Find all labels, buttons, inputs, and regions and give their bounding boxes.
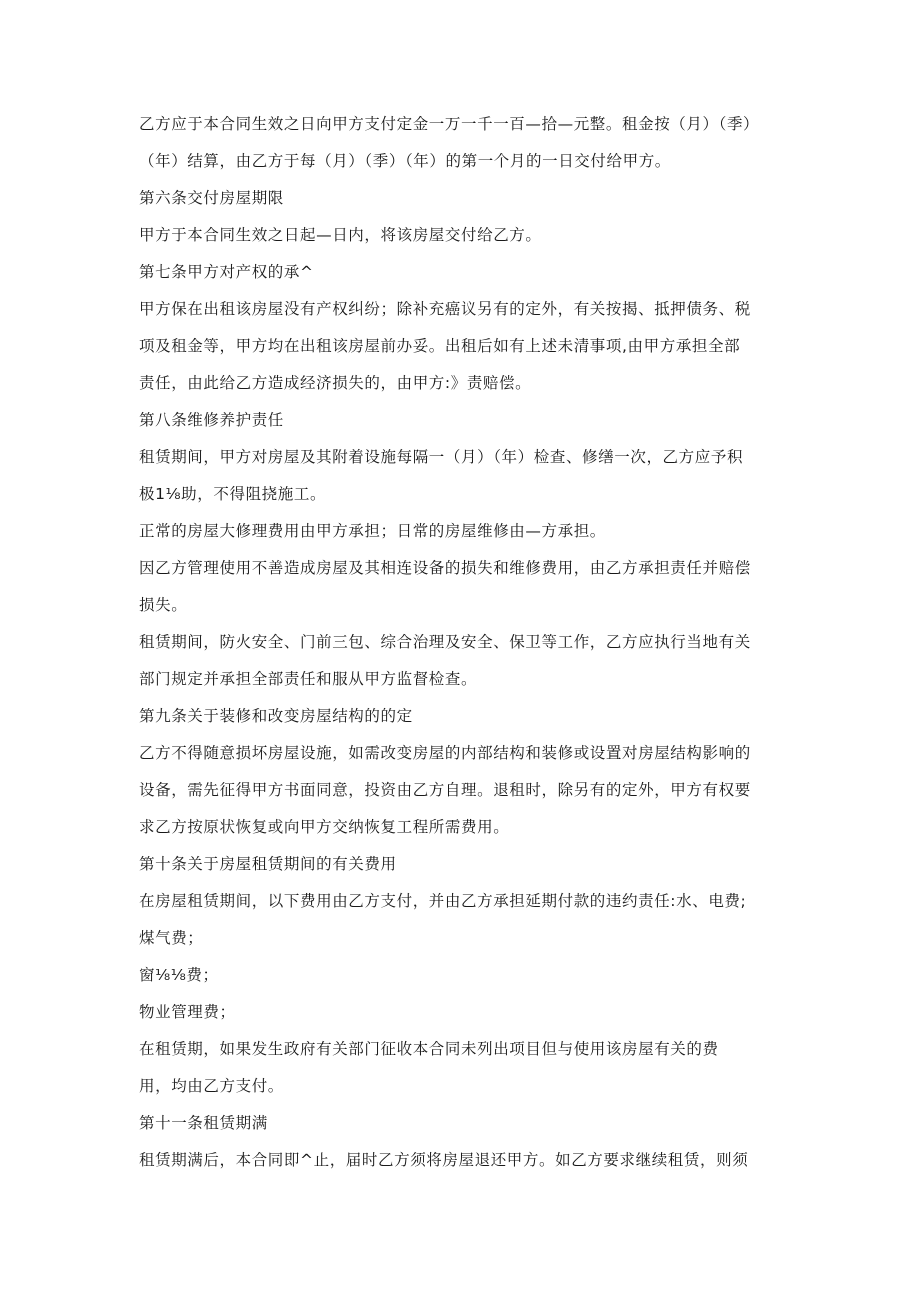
text-line: 极1⅛助，不得阻挠施工。	[139, 485, 327, 503]
section-heading: 第七条甲方对产权的承^	[139, 263, 314, 281]
text-line: 租赁期满后，本合同即^止，届时乙方须将房屋退还甲方。如乙方要求继续租赁，则须	[139, 1151, 749, 1169]
text-line: 项及租金等，甲方均在出租该房屋前办妥。出租后如有上述未清事项,由甲方承担全部	[139, 337, 741, 355]
text-line: 煤气费；	[139, 929, 204, 947]
text-line: 租赁期间，防火安全、门前三包、综合治理及安全、保卫等工作，乙方应执行当地有关	[139, 633, 751, 651]
text-line: 物业管理费；	[139, 1003, 236, 1021]
text-line: 乙方应于本合同生效之日向甲方支付定金一万一千一百—拾—元整。租金按（月）（季）	[139, 115, 760, 133]
text-line: 租赁期间，甲方对房屋及其附着设施每隔一（月）（年）检查、修缮一次，乙方应予积	[139, 448, 744, 466]
section-heading: 第八条维修养护责任	[139, 411, 284, 429]
text-line: 用，均由乙方支付。	[139, 1077, 284, 1095]
text-line: 窗⅛⅛费；	[139, 966, 219, 984]
text-line: 责任，由此给乙方造成经济损失的，由甲方:》责赔偿。	[139, 374, 532, 392]
text-line: 正常的房屋大修理费用由甲方承担；日常的房屋维修由—方承担。	[139, 522, 606, 540]
section-heading: 第六条交付房屋期限	[139, 189, 284, 207]
text-line: （年）结算，由乙方于每（月）（季）（年）的第一个月的一日交付给甲方。	[139, 152, 671, 170]
section-heading: 第十一条租赁期满	[139, 1114, 268, 1132]
text-line: 因乙方管理使用不善造成房屋及其相连设备的损失和维修费用，由乙方承担责任并赔偿	[139, 559, 751, 577]
text-line: 甲方于本合同生效之日起—日内，将该房屋交付给乙方。	[139, 226, 542, 244]
section-heading: 第十条关于房屋租赁期间的有关费用	[139, 855, 397, 873]
text-line: 甲方保在出租该房屋没有产权纠纷；除补充癌议另有的定外，有关按揭、抵押债务、税	[139, 300, 751, 318]
text-line: 损失。	[139, 596, 188, 614]
text-line: 求乙方按原状恢复或向甲方交纳恢复工程所需费用。	[139, 818, 510, 836]
text-line: 乙方不得随意损坏房屋设施，如需改变房屋的内部结构和装修或设置对房屋结构影响的	[139, 744, 751, 762]
section-heading: 第九条关于装修和改变房屋结构的的定	[139, 707, 413, 725]
text-line: 设备，需先征得甲方书面同意，投资由乙方自理。退租时，除另有的定外，甲方有权要	[139, 781, 751, 799]
text-line: 在租赁期，如果发生政府有关部门征收本合同未列出项目但与使用该房屋有关的费	[139, 1040, 719, 1058]
text-line: 在房屋租赁期间，以下费用由乙方支付，并由乙方承担延期付款的违约责任:水、电费;	[139, 892, 747, 910]
document-body	[139, 114, 789, 1170]
text-line: 部门规定并承担全部责任和服从甲方监督检查。	[139, 670, 478, 688]
